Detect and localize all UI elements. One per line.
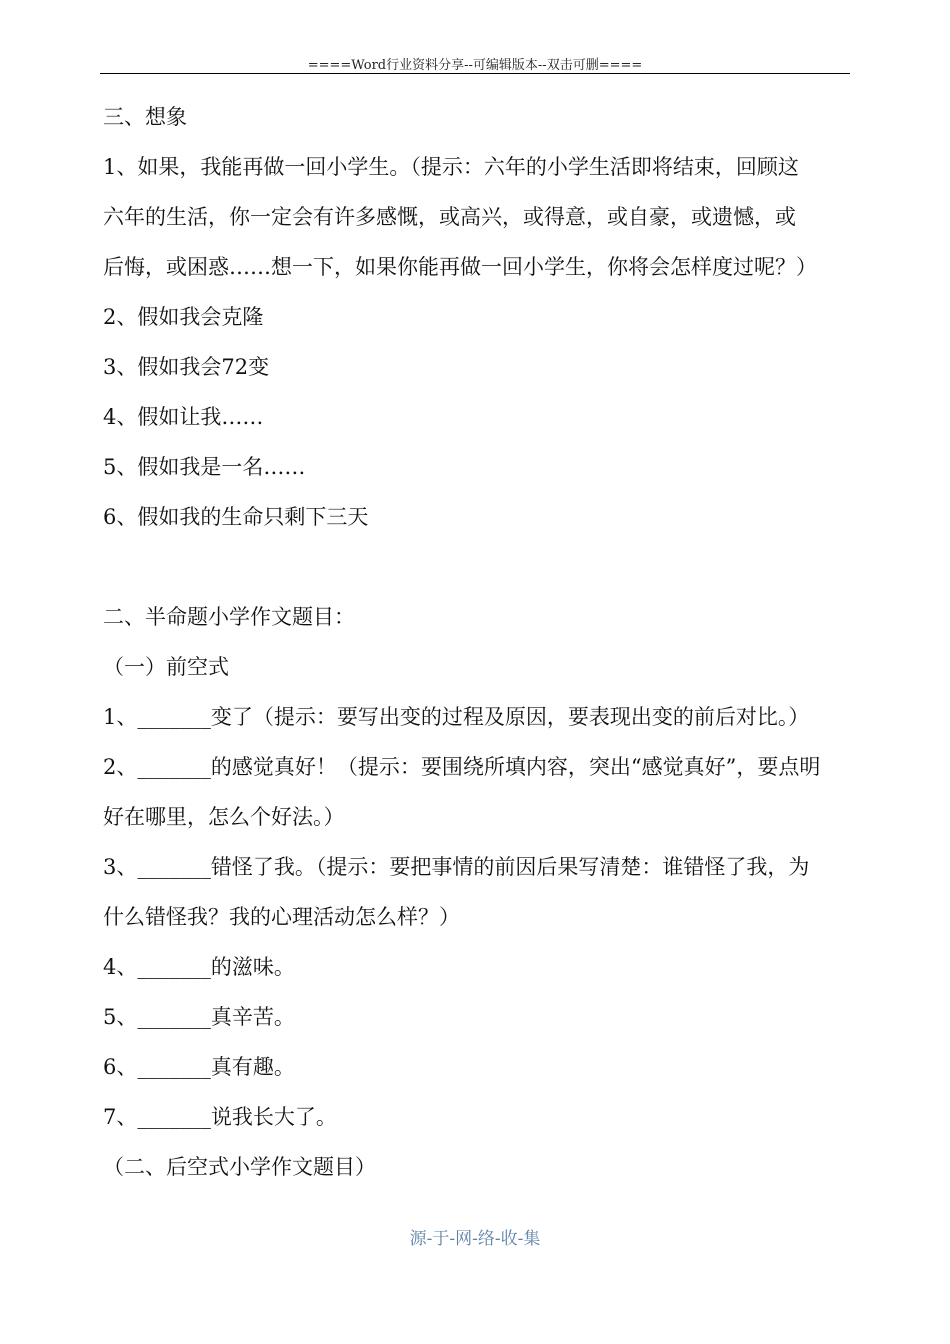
text-line: 后悔，或困惑……想一下，如果你能再做一回小学生，你将会怎样度过呢？） [103, 255, 817, 279]
list-item: 4、假如让我…… [103, 405, 264, 429]
header-divider [100, 73, 850, 74]
list-item: 4、_______的滋味。 [103, 955, 295, 979]
list-item: 7、_______说我长大了。 [103, 1105, 337, 1129]
blank-line [103, 542, 855, 592]
text-line: 1、如果，我能再做一回小学生。（提示：六年的小学生活即将结束，回顾这 [103, 155, 799, 179]
document-body [103, 92, 855, 1192]
list-item: 3、假如我会72变 [103, 355, 270, 379]
section-title-imagination: 三、想象 [103, 105, 187, 129]
list-item: 5、_______真辛苦。 [103, 1005, 295, 1029]
list-item: 6、假如我的生命只剩下三天 [103, 505, 369, 529]
page-header: ====Word行业资料分享--可编辑版本--双击可删==== [307, 58, 643, 73]
list-item: 1、_______变了（提示：要写出变的过程及原因，要表现出变的前后对比。） [103, 705, 810, 729]
page-footer: 源-于-网-络-收-集 [409, 1229, 541, 1249]
list-item: 2、_______的感觉真好！（提示：要围绕所填内容，突出“感觉真好”，要点明 [103, 755, 821, 779]
subsection-title-back-blank: （二、后空式小学作文题目） [103, 1155, 376, 1179]
text-line: 什么错怪我？我的心理活动怎么样？） [103, 905, 460, 929]
list-item: 5、假如我是一名…… [103, 455, 306, 479]
list-item: 6、_______真有趣。 [103, 1055, 295, 1079]
text-line: 好在哪里，怎么个好法。） [103, 805, 345, 829]
section-title-half-topic: 二、半命题小学作文题目： [103, 605, 355, 629]
list-item: 2、假如我会克隆 [103, 305, 264, 329]
subsection-title-front-blank: （一）前空式 [103, 655, 229, 679]
list-item: 3、_______错怪了我。（提示：要把事情的前因后果写清楚：谁错怪了我，为 [103, 855, 810, 879]
text-line: 六年的生活，你一定会有许多感慨，或高兴，或得意，或自豪，或遗憾，或 [103, 205, 796, 229]
